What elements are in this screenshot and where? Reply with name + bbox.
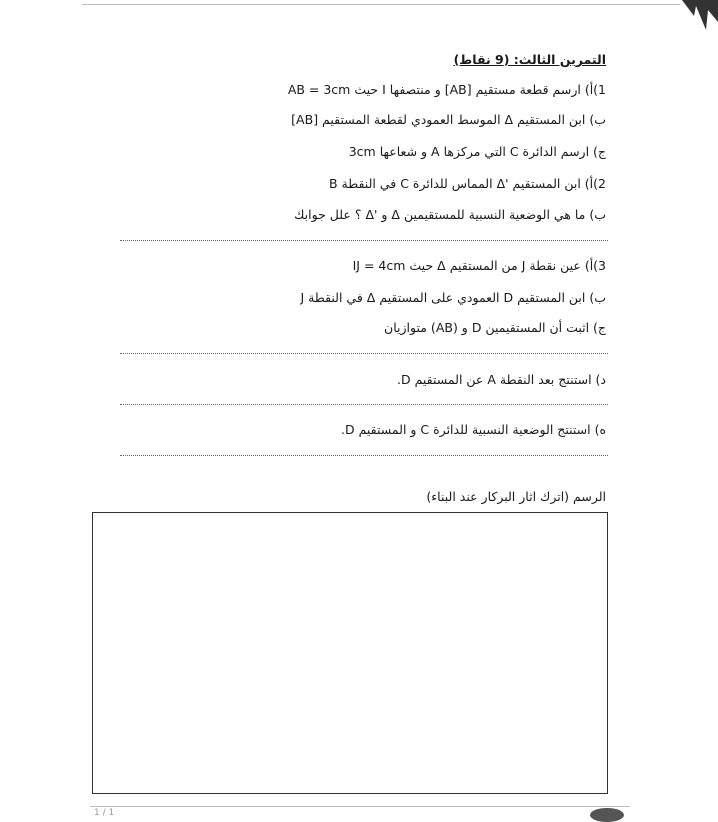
footer-mark bbox=[590, 808, 624, 822]
question-1b: ب) ابن المستقيم Δ الموسط العمودي لقطعة المستقيم [AB] bbox=[291, 112, 606, 127]
question-3e: ه) استنتج الوضعية النسبية للدائرة C و المستقيم D. bbox=[340, 422, 606, 437]
question-2a: 2)أ) ابن المستقيم 'Δ المماس للدائرة C في النقطة B bbox=[328, 176, 606, 191]
corner-decoration bbox=[636, 0, 718, 44]
answer-line bbox=[120, 455, 608, 456]
question-1a: 1)أ) ارسم قطعة مستقيم [AB] و منتصفها I حيث AB = 3cm bbox=[287, 82, 606, 97]
question-2b: ب) ما هي الوضعية النسبية للمستقيمين Δ و 'Δ ؟ علل جوابك bbox=[294, 207, 606, 222]
question-3d: د) استنتج بعد النقطة A عن المستقيم D. bbox=[396, 372, 606, 387]
question-1c: ج) ارسم الدائرة C التي مركزها A و شعاعها 3cm bbox=[348, 144, 606, 159]
answer-line bbox=[120, 240, 608, 241]
page-number: 1 / 1 bbox=[94, 808, 115, 818]
question-3a: 3)أ) عين نقطة J من المستقيم Δ حيث IJ = 4cm bbox=[352, 258, 606, 273]
answer-line bbox=[120, 404, 608, 405]
bottom-rule bbox=[90, 806, 630, 807]
question-3b: ب) ابن المستقيم D العمودي على المستقيم Δ في النقطة J bbox=[300, 290, 606, 305]
question-3c: ج) اثبت أن المستقيمين D و (AB) متوازيان bbox=[384, 320, 606, 335]
exercise-title: التمرين الثالث: (9 نقاط) bbox=[453, 52, 606, 67]
drawing-area[interactable] bbox=[92, 512, 608, 794]
top-rule bbox=[82, 4, 686, 5]
answer-line bbox=[120, 353, 608, 354]
drawing-label: الرسم (اترك اثار البركار عند البناء) bbox=[426, 489, 606, 504]
